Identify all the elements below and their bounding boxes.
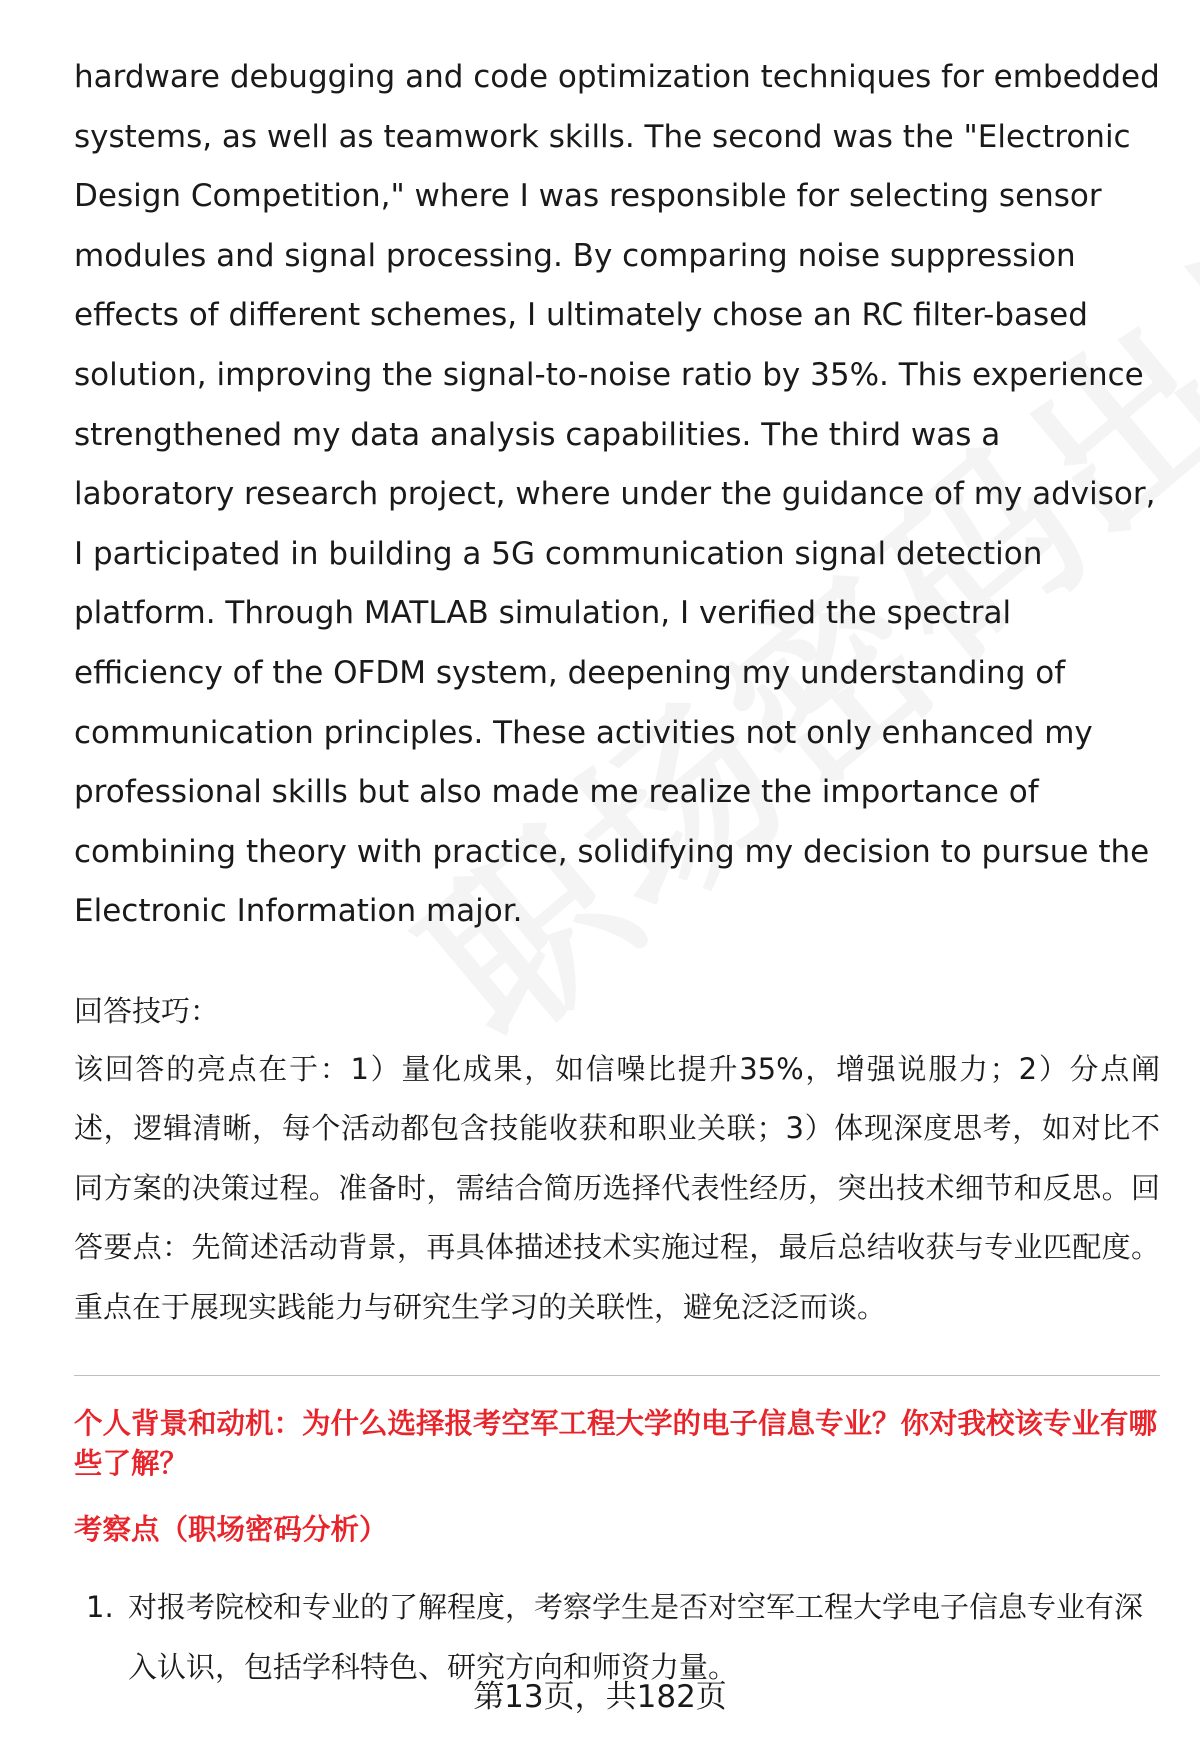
assessment-heading: 考察点（职场密码分析） <box>74 1513 388 1547</box>
tips-body: 该回答的亮点在于：1）量化成果，如信噪比提升35%，增强说服力；2）分点阐述，逻辑清晰，每个活动都包含技能收获和职业关联；3）体现深度思考，如对比不同方案的决策过程。准备时，需结合简历选择代表性经历，突出技术细节和反思。回答要点：先简述活动背景，再具体描述技术实施过程，最后总结收获与专业匹配度。重点在于展现实践能力与研究生学习的关联性，避免泛泛而谈。 <box>74 1051 1160 1324</box>
question-heading: 个人背景和动机：为什么选择报考空军工程大学的电子信息专业？你对我校该专业有哪些了解？ <box>74 1407 1158 1481</box>
list-item-text: 对报考院校和专业的了解程度，考察学生是否对空军工程大学电子信息专业有深入认识，包括学科特色、研究方向和师资力量。 <box>128 1590 1144 1684</box>
page-footer: 第13页，共182页 <box>473 1679 727 1715</box>
english-answer-paragraph: hardware debugging and code optimization techniques for embedded systems, as well as teamwork skills. The second was the "Electronic Design Competition," where I was responsible for selecting sensor modules and signal processing. By comparing noise suppression effects of different schemes, I ultimately chose an RC filter-based solution, improving the signal-to-noise ratio by 35%. This experience strengthened my data analysis capabilities. The third was a laboratory research project, where under the guidance of my advisor, I participated in building a 5G communication signal detection platform. Through MATLAB simulation, I verified the spectral efficiency of the OFDM system, deepening my understanding of communication principles. These activities not only enhanced my professional skills but also made me realize the importance of combining theory with practice, solidifying my decision to pursue the Electronic Information major. <box>74 59 1160 930</box>
list-item-number: 1. <box>86 1590 114 1625</box>
document-body <box>74 48 1160 1697</box>
tips-heading: 回答技巧： <box>74 993 220 1028</box>
section-divider <box>74 1375 1160 1376</box>
